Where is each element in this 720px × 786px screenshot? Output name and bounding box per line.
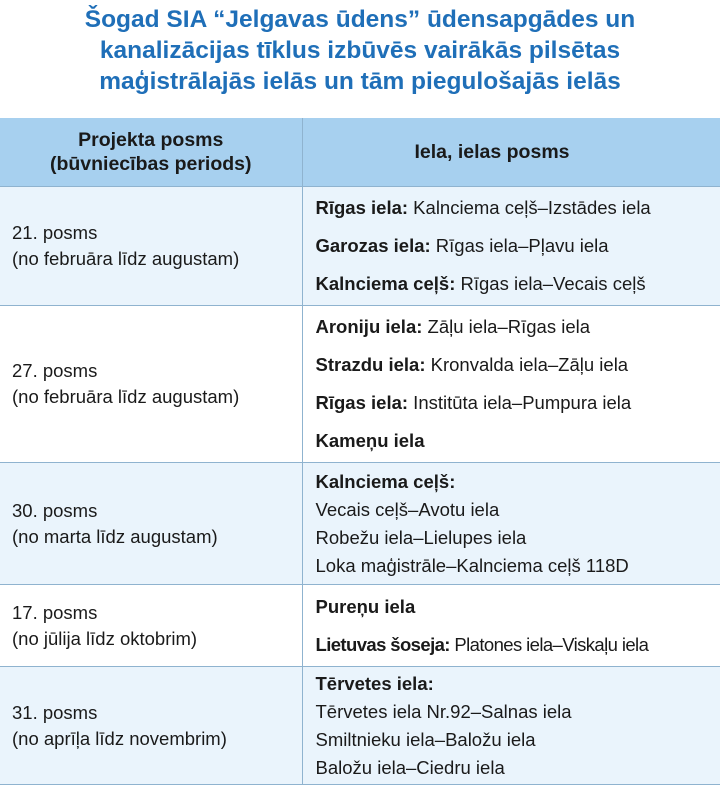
title-line-2: kanalizācijas tīklus izbūvēs vairākās pilsētas	[99, 37, 621, 64]
table-row	[0, 667, 720, 785]
street-section: Tērvetes iela Nr.92–Salnas iela	[315, 700, 572, 722]
street-name: Rīgas iela:	[315, 392, 409, 413]
street-entry	[316, 384, 720, 422]
table-row	[0, 463, 720, 585]
street-entry	[316, 346, 720, 384]
table-row	[0, 585, 720, 667]
streets-cell	[302, 187, 720, 306]
street-name: Lietuvas šoseja:	[315, 633, 450, 655]
street-section: Smiltnieku iela–Baložu iela	[315, 728, 536, 750]
street-section: Rīgas iela–Vecais ceļš	[455, 273, 646, 294]
header-project-section	[0, 118, 302, 187]
table-row	[0, 187, 720, 306]
street-name: Strazdu iela:	[315, 354, 426, 375]
project-number: 27. posms	[12, 360, 98, 381]
page-title	[0, 0, 720, 118]
header-col1-line1: Projekta posms	[78, 129, 224, 151]
works-table	[0, 118, 720, 785]
streets-cell	[302, 585, 720, 667]
table-header-row	[0, 118, 720, 187]
street-entry	[316, 422, 720, 460]
street-entry	[316, 626, 720, 664]
project-cell	[0, 463, 302, 585]
street-entry	[316, 265, 720, 303]
project-cell	[0, 306, 302, 463]
project-number: 30. posms	[12, 499, 98, 521]
street-entry	[316, 588, 720, 626]
street-section: Vecais ceļš–Avotu iela	[315, 498, 500, 520]
street-name: Aroniju iela:	[315, 316, 423, 337]
table-row	[0, 306, 720, 463]
street-entry	[316, 308, 720, 346]
street-section: Loka maģistrāle–Kalnciema ceļš 118D	[315, 554, 629, 576]
streets-cell	[302, 306, 720, 463]
project-cell	[0, 187, 302, 306]
street-name: Pureņu iela	[315, 595, 416, 617]
street-section: Institūta iela–Pumpura iela	[408, 392, 632, 413]
header-col1-line2: (būvniecības periods)	[49, 153, 252, 175]
project-period: (no aprīļa līdz novembrim)	[12, 727, 227, 749]
street-section: Kalnciema ceļš–Izstādes iela	[408, 197, 651, 218]
project-period: (no februāra līdz augustam)	[12, 248, 240, 269]
street-section: Robežu iela–Lielupes iela	[315, 526, 527, 548]
streets-cell	[302, 667, 720, 785]
project-cell	[0, 585, 302, 667]
project-cell	[0, 667, 302, 785]
project-number: 17. posms	[12, 601, 98, 623]
street-section: Baložu iela–Ciedru iela	[315, 756, 505, 778]
street-name: Kalnciema ceļš:	[315, 273, 456, 294]
street-name: Kameņu iela	[315, 430, 425, 451]
street-name: Rīgas iela:	[315, 197, 409, 218]
street-section: Kronvalda iela–Zāļu iela	[425, 354, 629, 375]
street-section: Rīgas iela–Pļavu iela	[430, 235, 609, 256]
street-section: Zāļu iela–Rīgas iela	[422, 316, 591, 337]
project-period: (no februāra līdz augustam)	[12, 386, 240, 407]
header-street-section: Iela, ielas posms	[302, 118, 720, 187]
street-entry	[316, 227, 720, 265]
project-number: 31. posms	[12, 701, 98, 723]
street-heading: Kalnciema ceļš:	[315, 470, 456, 492]
street-section: Platones iela–Viskaļu iela	[449, 633, 649, 655]
streets-cell	[302, 463, 720, 585]
project-period: (no jūlija līdz oktobrim)	[12, 627, 198, 649]
street-name: Garozas iela:	[315, 235, 431, 256]
project-number: 21. posms	[12, 222, 98, 243]
street-heading: Tērvetes iela:	[315, 672, 434, 694]
street-entry	[316, 189, 720, 227]
title-line-3: maģistrālajās ielās un tām piegulošajās ielās	[99, 68, 621, 95]
project-period: (no marta līdz augustam)	[12, 525, 218, 547]
title-line-1: Šogad SIA “Jelgavas ūdens” ūdensapgādes un	[84, 6, 636, 33]
